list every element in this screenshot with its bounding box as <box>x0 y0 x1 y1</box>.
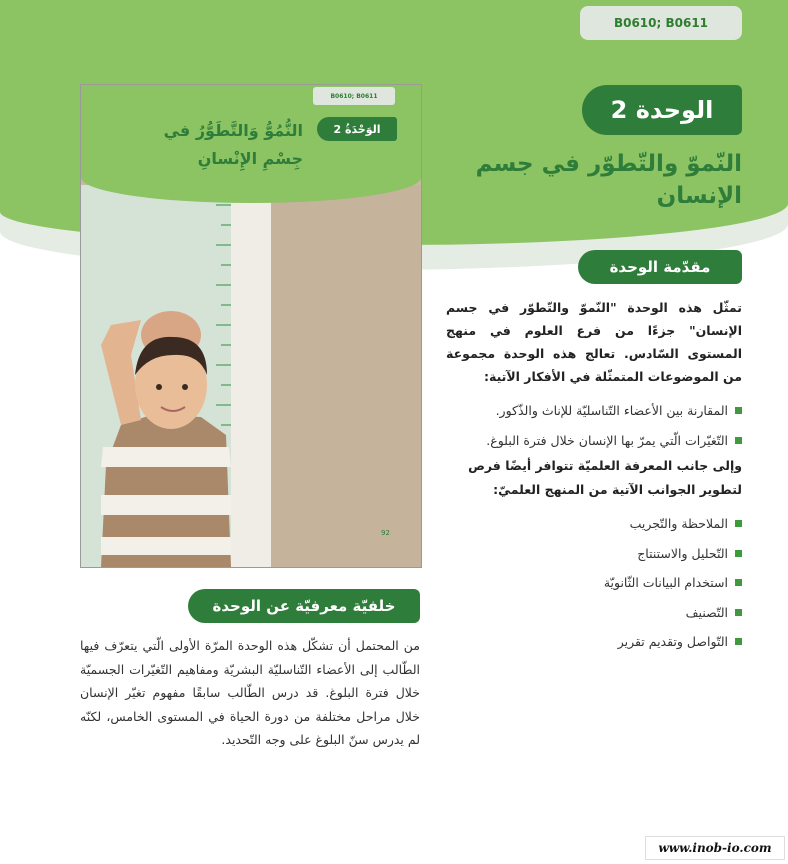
site-watermark-link[interactable]: www.inob-io.com <box>645 836 785 860</box>
skills-list <box>440 509 742 657</box>
list-item: المقارنة بين الأعضاء التّناسليّة للإناث والذّكور. <box>440 396 742 426</box>
intro-heading: مقدّمة الوحدة <box>578 250 742 284</box>
unit-codes-tab: B0610; B0611 <box>580 6 742 40</box>
card-unit-badge: الوَحْدَةُ 2 <box>317 117 397 141</box>
intro-paragraph: تمثّل هذه الوحدة "النّموّ والتّطوّر في جسم الإنسان" جزءًا من فرع العلوم في منهج المستوى السّادس. تعالج هذه الوحدة مجموعة من الموضوعات المتمثّلة في الأفكار الآتية: <box>446 300 742 384</box>
background-paragraph: من المحتمل أن تشكّل هذه الوحدة المرّة الأولى الّتي يتعرّف فيها الطّالب إلى الأعضاء التّناسليّة البشريّة ومفاهيم التّغيّرات الجسميّة خلال فترة البلوغ. قد درس الطّالب سابقًا مفهوم تغيّر الإنسان خلال مراحل مختلفة من دورة الحياة في المستوى الخامس، لكنّه لم يدرس سنّ البلوغ على وجه التّحديد. <box>80 638 420 747</box>
background-heading: خلفيّة معرفيّة عن الوحدة <box>188 589 420 623</box>
card-page-number: 92 <box>381 529 390 537</box>
list-item: التّواصل وتقديم تقرير <box>440 627 742 657</box>
ideas-list <box>440 396 742 456</box>
boy-height-photo <box>81 185 421 567</box>
list-item: استخدام البيانات الثّانويّة <box>440 568 742 598</box>
unit-label-badge: الوحدة 2 <box>582 85 742 135</box>
list-item: التّحليل والاستنتاج <box>440 539 742 569</box>
skills-intro-paragraph: وإلى جانب المعرفة العلميّة تتوافر أيضًا فرص لتطوير الجوانب الآتية من المنهج العلميّ: <box>468 458 742 497</box>
list-item: التّغيّرات الّتي يمرّ بها الإنسان خلال فترة البلوغ. <box>440 426 742 456</box>
unit-title: النّموّ والتّطوّر في جسم الإنسان <box>475 151 742 209</box>
card-codes-tab: B0610; B0611 <box>313 87 395 105</box>
card-title: النُّمُوُّ وَالتَّطَوُّرُ في جِسْمِ الإِنْسانِ <box>163 121 303 168</box>
list-item: التّصنيف <box>440 598 742 628</box>
student-book-page-thumbnail <box>80 84 422 568</box>
list-item: الملاحظة والتّجريب <box>440 509 742 539</box>
